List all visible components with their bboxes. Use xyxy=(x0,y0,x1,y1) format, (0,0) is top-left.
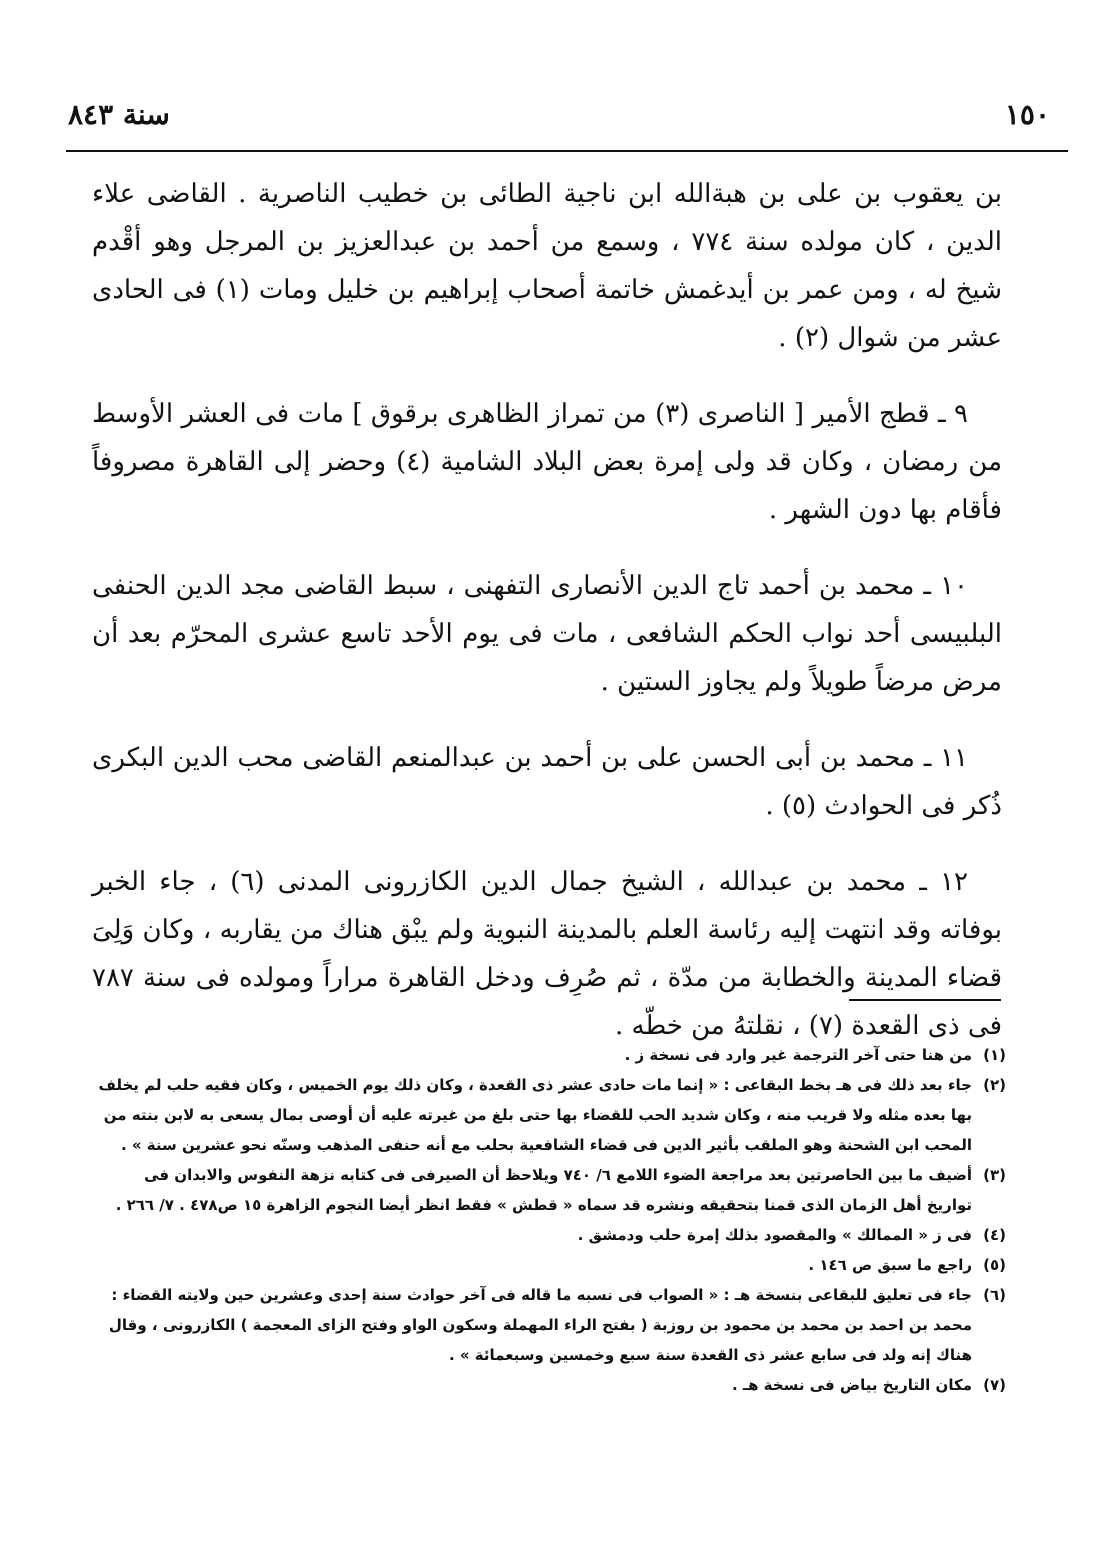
footnote-2 xyxy=(96,1070,1006,1160)
footnote-text: مكان التاريخ بياض فى نسخة هـ . xyxy=(732,1376,972,1394)
main-text xyxy=(92,170,1002,1078)
footnote-4 xyxy=(96,1220,1006,1250)
footnote-text: أضيف ما بين الحاصرتين بعد مراجعة الضوء اللامع ٦/ ٧٤٠ ويلاحظ أن الصيرفى فى كتابه نزهة النفوس والابدان فى تواريخ أهل الزمان الذى قمنا بتحقيقه ونشره قد سماه « قطش » فقط انظر أيضا النجوم الزاهرة ١٥ ص٤٧٨ . ٧/ ٢٦٦ . xyxy=(115,1166,972,1214)
entry-text: ١٢ ـ محمد بن عبدالله ، الشيخ جمال الدين الكازرونى المدنى (٦) ، جاء الخبر بوفاته وقد انتهت إليه رئاسة العلم بالمدينة النبوية ولم يبْق هناك من يقاربه ، وكان وَلِىَ قضاء المدينة والخطابة من مدّة ، ثم صُرِف ودخل القاهرة مراراً ومولده فى سنة ٧٨٧ فى ذى القعدة (٧) ، نقلتهُ من خطّه . xyxy=(92,867,1002,1041)
footnote-6 xyxy=(96,1280,1006,1370)
footnote-text: جاء فى تعليق للبقاعى بنسخة هـ : « الصواب فى نسبه ما قاله فى آخر حوادث سنة إحدى وعشرين حين ولايته القضاء : محمد بن احمد بن محمد بن محمود بن روزبة ( بفتح الراء المهملة وسكون الواو وفتح الزاى المعجمة ) الكازرونى ، وقال هناك إنه ولد فى سابع عشر ذى القعدة سنة سبع وخمسين وسبعمائة » . xyxy=(108,1286,972,1364)
footnotes xyxy=(96,1040,1006,1400)
footnote-text: من هنا حتى آخر الترجمة غير وارد فى نسخة ز . xyxy=(624,1046,972,1064)
entry-text: ١١ ـ محمد بن أبى الحسن على بن أحمد بن عبدالمنعم القاضى محب الدين البكرى ذُكر فى الحوادث (٥) . xyxy=(92,743,1002,821)
biography-entry-12 xyxy=(92,858,1002,1050)
page-number: ١٥٠ xyxy=(1004,98,1050,131)
footnote-7 xyxy=(96,1370,1006,1400)
biography-entry-10 xyxy=(92,562,1002,706)
footnote-number: (٤) xyxy=(983,1226,1006,1244)
footnote-number: (٥) xyxy=(983,1256,1006,1274)
footnote-number: (٢) xyxy=(983,1076,1006,1094)
running-title: سنة ٨٤٣ xyxy=(68,98,170,131)
biography-entry-9 xyxy=(92,390,1002,534)
footnote-text: فى ز « الممالك » والمقصود بذلك إمرة حلب ودمشق . xyxy=(577,1226,972,1244)
entry-text: ١٠ ـ محمد بن أحمد تاج الدين الأنصارى التفهنى ، سبط القاضى مجد الدين الحنفى البلبيسى أحد نواب الحكم الشافعى ، مات فى يوم الأحد تاسع عشرى المحرّم بعد أن مرض مرضاً طويلاً ولم يجاوز الستين . xyxy=(92,571,1002,697)
footnote-5 xyxy=(96,1250,1006,1280)
continuation-text: بن يعقوب بن على بن هبةالله ابن ناجية الطائى بن خطيب الناصرية . القاضى علاء الدين ، كان مولده سنة ٧٧٤ ، وسمع من أحمد بن عبدالعزيز بن المرجل وهو أقْدم شيخ له ، ومن عمر بن أيدغمش خاتمة أصحاب إبراهيم بن خليل ومات (١) فى الحادى عشر من شوال (٢) . xyxy=(92,179,1002,353)
page-header xyxy=(64,98,1064,138)
header-rule xyxy=(66,150,1068,152)
footnote-number: (١) xyxy=(983,1046,1006,1064)
biography-entry-11 xyxy=(92,734,1002,830)
footnote-number: (٦) xyxy=(983,1286,1006,1304)
entry-text: ٩ ـ قطج الأمير [ الناصرى (٣) من تمراز الظاهرى برقوق ] مات فى العشر الأوسط من رمضان ، وكان قد ولى إمرة بعض البلاد الشامية (٤) وحضر إلى القاهرة مصروفاً فأقام بها دون الشهر . xyxy=(92,399,1002,525)
footnote-separator xyxy=(849,999,1001,1001)
footnote-3 xyxy=(96,1160,1006,1220)
footnote-number: (٧) xyxy=(983,1376,1006,1394)
continuation-paragraph xyxy=(92,170,1002,362)
footnote-number: (٣) xyxy=(983,1166,1006,1184)
footnote-text: راجع ما سبق ص ١٤٦ . xyxy=(808,1256,972,1274)
footnote-text: جاء بعد ذلك فى هـ بخط البقاعى : « إنما مات حادى عشر ذى القعدة ، وكان ذلك يوم الخميس ، وكان فقيه حلب لم يخلف بها بعده مثله ولا قريب منه ، وكان شديد الحب للقضاء بها حتى بلغ من غيرته عليه أن أوصى بمال يسعى به لابن بنته من المحب ابن الشحنة وهو الملقب بأثير الدين فى قضاء الشافعية بحلب مع أنه حنفى المذهب وسنّه نحو عشرين سنة » . xyxy=(98,1076,972,1154)
footnote-1 xyxy=(96,1040,1006,1070)
